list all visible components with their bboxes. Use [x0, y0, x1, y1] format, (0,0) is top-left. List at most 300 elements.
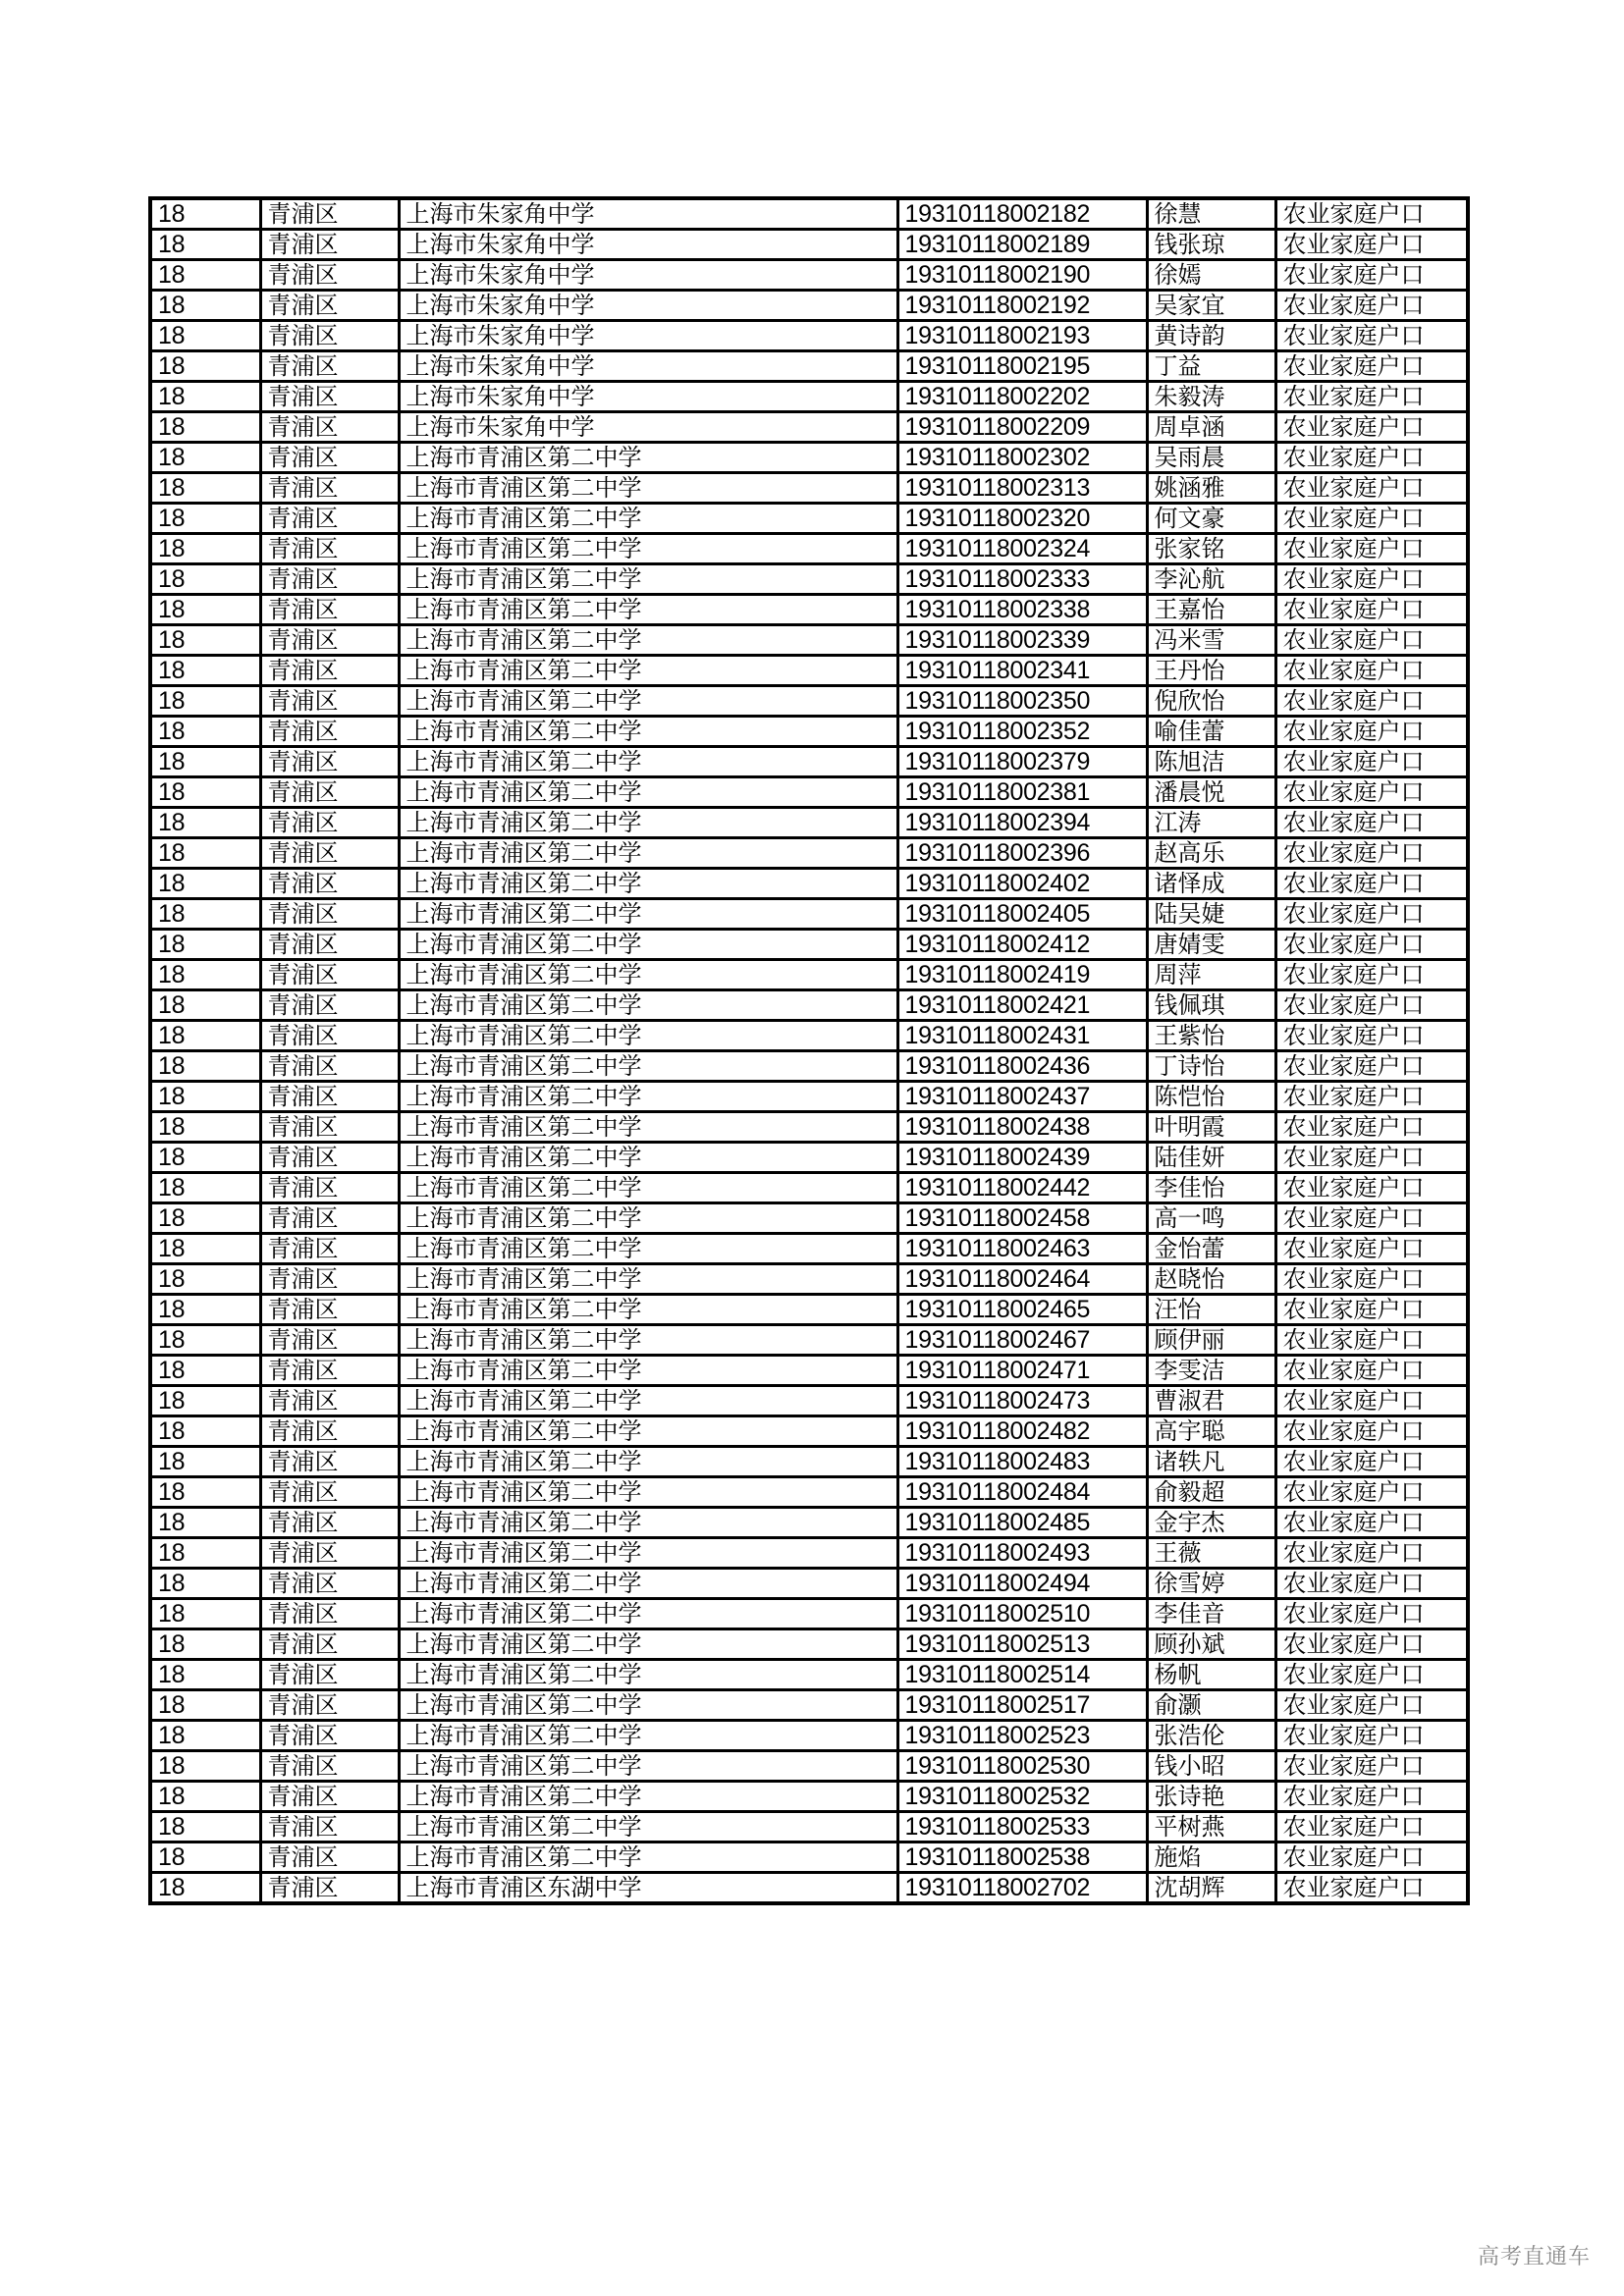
school-cell: 上海市青浦区第二中学: [399, 1051, 897, 1082]
exam-id-cell: 19310118002209: [897, 412, 1147, 443]
exam-id-cell: 19310118002532: [897, 1782, 1147, 1812]
table-body: [150, 198, 1468, 1903]
district-cell: 青浦区: [260, 777, 399, 808]
school-cell: 上海市朱家角中学: [399, 291, 897, 321]
region-code-cell: 18: [150, 1629, 260, 1660]
student-name-cell: 李雯洁: [1147, 1356, 1275, 1386]
table-row: [150, 473, 1468, 504]
student-name-cell: 喻佳蕾: [1147, 717, 1275, 747]
district-cell: 青浦区: [260, 1234, 399, 1264]
exam-id-cell: 19310118002514: [897, 1660, 1147, 1690]
district-cell: 青浦区: [260, 564, 399, 595]
school-cell: 上海市青浦区第二中学: [399, 1751, 897, 1782]
exam-id-cell: 19310118002510: [897, 1599, 1147, 1629]
household-type-cell: 农业家庭户口: [1275, 869, 1468, 899]
region-code-cell: 18: [150, 1599, 260, 1629]
school-cell: 上海市青浦区第二中学: [399, 1082, 897, 1112]
school-cell: 上海市青浦区第二中学: [399, 534, 897, 564]
household-type-cell: 农业家庭户口: [1275, 351, 1468, 382]
district-cell: 青浦区: [260, 625, 399, 656]
exam-id-cell: 19310118002189: [897, 230, 1147, 260]
school-cell: 上海市青浦区第二中学: [399, 777, 897, 808]
household-type-cell: 农业家庭户口: [1275, 1751, 1468, 1782]
table-row: [150, 564, 1468, 595]
school-cell: 上海市青浦区第二中学: [399, 1842, 897, 1873]
student-name-cell: 顾孙斌: [1147, 1629, 1275, 1660]
school-cell: 上海市青浦区第二中学: [399, 1173, 897, 1203]
student-name-cell: 唐婧雯: [1147, 930, 1275, 960]
school-cell: 上海市青浦区第二中学: [399, 656, 897, 686]
exam-id-cell: 19310118002396: [897, 838, 1147, 869]
district-cell: 青浦区: [260, 1356, 399, 1386]
exam-id-cell: 19310118002313: [897, 473, 1147, 504]
student-name-cell: 江涛: [1147, 808, 1275, 838]
district-cell: 青浦区: [260, 351, 399, 382]
student-name-cell: 徐雪婷: [1147, 1569, 1275, 1599]
school-cell: 上海市青浦区第二中学: [399, 1203, 897, 1234]
school-cell: 上海市青浦区第二中学: [399, 869, 897, 899]
district-cell: 青浦区: [260, 990, 399, 1021]
region-code-cell: 18: [150, 686, 260, 717]
exam-id-cell: 19310118002513: [897, 1629, 1147, 1660]
district-cell: 青浦区: [260, 1508, 399, 1538]
school-cell: 上海市青浦区第二中学: [399, 1386, 897, 1416]
school-cell: 上海市青浦区第二中学: [399, 990, 897, 1021]
student-name-cell: 张诗艳: [1147, 1782, 1275, 1812]
student-name-cell: 诸怿成: [1147, 869, 1275, 899]
region-code-cell: 18: [150, 1295, 260, 1325]
student-name-cell: 黄诗韵: [1147, 321, 1275, 351]
exam-id-cell: 19310118002484: [897, 1477, 1147, 1508]
exam-id-cell: 19310118002538: [897, 1842, 1147, 1873]
school-cell: 上海市青浦区第二中学: [399, 717, 897, 747]
exam-id-cell: 19310118002702: [897, 1873, 1147, 1904]
household-type-cell: 农业家庭户口: [1275, 1842, 1468, 1873]
region-code-cell: 18: [150, 1660, 260, 1690]
region-code-cell: 18: [150, 534, 260, 564]
household-type-cell: 农业家庭户口: [1275, 838, 1468, 869]
district-cell: 青浦区: [260, 1599, 399, 1629]
exam-id-cell: 19310118002533: [897, 1812, 1147, 1842]
table-row: [150, 1082, 1468, 1112]
school-cell: 上海市青浦区第二中学: [399, 1629, 897, 1660]
region-code-cell: 18: [150, 899, 260, 930]
table-row: [150, 1416, 1468, 1447]
table-row: [150, 777, 1468, 808]
table-row: [150, 1173, 1468, 1203]
student-name-cell: 周萍: [1147, 960, 1275, 990]
region-code-cell: 18: [150, 1873, 260, 1904]
region-code-cell: 18: [150, 1447, 260, 1477]
student-name-cell: 钱佩琪: [1147, 990, 1275, 1021]
household-type-cell: 农业家庭户口: [1275, 260, 1468, 291]
household-type-cell: 农业家庭户口: [1275, 1203, 1468, 1234]
exam-id-cell: 19310118002302: [897, 443, 1147, 473]
table-row: [150, 1143, 1468, 1173]
student-name-cell: 金宇杰: [1147, 1508, 1275, 1538]
district-cell: 青浦区: [260, 808, 399, 838]
student-name-cell: 曹淑君: [1147, 1386, 1275, 1416]
table-row: [150, 808, 1468, 838]
student-name-cell: 俞灏: [1147, 1690, 1275, 1721]
region-code-cell: 18: [150, 1173, 260, 1203]
school-cell: 上海市青浦区第二中学: [399, 1112, 897, 1143]
student-name-cell: 周卓涵: [1147, 412, 1275, 443]
exam-id-cell: 19310118002202: [897, 382, 1147, 412]
district-cell: 青浦区: [260, 1782, 399, 1812]
student-name-cell: 吴家宜: [1147, 291, 1275, 321]
student-name-cell: 顾伊丽: [1147, 1325, 1275, 1356]
exam-id-cell: 19310118002482: [897, 1416, 1147, 1447]
household-type-cell: 农业家庭户口: [1275, 1447, 1468, 1477]
district-cell: 青浦区: [260, 1203, 399, 1234]
district-cell: 青浦区: [260, 1416, 399, 1447]
school-cell: 上海市青浦区第二中学: [399, 1325, 897, 1356]
school-cell: 上海市青浦区第二中学: [399, 747, 897, 777]
region-code-cell: 18: [150, 1721, 260, 1751]
exam-id-cell: 19310118002437: [897, 1082, 1147, 1112]
district-cell: 青浦区: [260, 1386, 399, 1416]
student-name-cell: 姚涵雅: [1147, 473, 1275, 504]
region-code-cell: 18: [150, 747, 260, 777]
school-cell: 上海市青浦区第二中学: [399, 504, 897, 534]
exam-id-cell: 19310118002421: [897, 990, 1147, 1021]
household-type-cell: 农业家庭户口: [1275, 990, 1468, 1021]
region-code-cell: 18: [150, 351, 260, 382]
exam-id-cell: 19310118002339: [897, 625, 1147, 656]
household-type-cell: 农业家庭户口: [1275, 1051, 1468, 1082]
table-row: [150, 230, 1468, 260]
table-row: [150, 321, 1468, 351]
district-cell: 青浦区: [260, 260, 399, 291]
school-cell: 上海市青浦区第二中学: [399, 1599, 897, 1629]
school-cell: 上海市青浦区第二中学: [399, 595, 897, 625]
exam-id-cell: 19310118002352: [897, 717, 1147, 747]
district-cell: 青浦区: [260, 1264, 399, 1295]
school-cell: 上海市青浦区第二中学: [399, 930, 897, 960]
school-cell: 上海市青浦区第二中学: [399, 1569, 897, 1599]
district-cell: 青浦区: [260, 869, 399, 899]
exam-id-cell: 19310118002182: [897, 198, 1147, 230]
school-cell: 上海市青浦区第二中学: [399, 1021, 897, 1051]
exam-id-cell: 19310118002431: [897, 1021, 1147, 1051]
exam-id-cell: 19310118002350: [897, 686, 1147, 717]
household-type-cell: 农业家庭户口: [1275, 473, 1468, 504]
household-type-cell: 农业家庭户口: [1275, 1660, 1468, 1690]
region-code-cell: 18: [150, 1812, 260, 1842]
district-cell: 青浦区: [260, 1082, 399, 1112]
district-cell: 青浦区: [260, 686, 399, 717]
region-code-cell: 18: [150, 595, 260, 625]
school-cell: 上海市青浦区第二中学: [399, 1690, 897, 1721]
district-cell: 青浦区: [260, 412, 399, 443]
region-code-cell: 18: [150, 1416, 260, 1447]
exam-id-cell: 19310118002192: [897, 291, 1147, 321]
household-type-cell: 农业家庭户口: [1275, 504, 1468, 534]
table-row: [150, 382, 1468, 412]
school-cell: 上海市青浦区第二中学: [399, 1234, 897, 1264]
region-code-cell: 18: [150, 1782, 260, 1812]
household-type-cell: 农业家庭户口: [1275, 1569, 1468, 1599]
exam-id-cell: 19310118002473: [897, 1386, 1147, 1416]
region-code-cell: 18: [150, 656, 260, 686]
school-cell: 上海市青浦区第二中学: [399, 1660, 897, 1690]
household-type-cell: 农业家庭户口: [1275, 625, 1468, 656]
district-cell: 青浦区: [260, 899, 399, 930]
district-cell: 青浦区: [260, 1629, 399, 1660]
table-row: [150, 838, 1468, 869]
exam-id-cell: 19310118002494: [897, 1569, 1147, 1599]
household-type-cell: 农业家庭户口: [1275, 564, 1468, 595]
region-code-cell: 18: [150, 1751, 260, 1782]
table-row: [150, 443, 1468, 473]
household-type-cell: 农业家庭户口: [1275, 1538, 1468, 1569]
exam-id-cell: 19310118002402: [897, 869, 1147, 899]
exam-id-cell: 19310118002442: [897, 1173, 1147, 1203]
region-code-cell: 18: [150, 1112, 260, 1143]
district-cell: 青浦区: [260, 534, 399, 564]
district-cell: 青浦区: [260, 1051, 399, 1082]
household-type-cell: 农业家庭户口: [1275, 1782, 1468, 1812]
student-name-cell: 冯米雪: [1147, 625, 1275, 656]
table-row: [150, 1751, 1468, 1782]
student-name-cell: 赵高乐: [1147, 838, 1275, 869]
table-row: [150, 1569, 1468, 1599]
exam-id-cell: 19310118002471: [897, 1356, 1147, 1386]
table-row: [150, 717, 1468, 747]
table-row: [150, 1812, 1468, 1842]
table-row: [150, 1629, 1468, 1660]
exam-id-cell: 19310118002464: [897, 1264, 1147, 1295]
exam-id-cell: 19310118002320: [897, 504, 1147, 534]
exam-id-cell: 19310118002195: [897, 351, 1147, 382]
exam-id-cell: 19310118002190: [897, 260, 1147, 291]
student-name-cell: 汪怡: [1147, 1295, 1275, 1325]
school-cell: 上海市朱家角中学: [399, 351, 897, 382]
household-type-cell: 农业家庭户口: [1275, 808, 1468, 838]
exam-id-cell: 19310118002483: [897, 1447, 1147, 1477]
school-cell: 上海市青浦区第二中学: [399, 1447, 897, 1477]
exam-id-cell: 19310118002379: [897, 747, 1147, 777]
district-cell: 青浦区: [260, 1812, 399, 1842]
student-name-cell: 赵晓怡: [1147, 1264, 1275, 1295]
school-cell: 上海市青浦区东湖中学: [399, 1873, 897, 1904]
household-type-cell: 农业家庭户口: [1275, 960, 1468, 990]
table-row: [150, 686, 1468, 717]
household-type-cell: 农业家庭户口: [1275, 656, 1468, 686]
exam-id-cell: 19310118002419: [897, 960, 1147, 990]
student-name-cell: 徐慧: [1147, 198, 1275, 230]
table-row: [150, 930, 1468, 960]
school-cell: 上海市青浦区第二中学: [399, 1782, 897, 1812]
region-code-cell: 18: [150, 930, 260, 960]
household-type-cell: 农业家庭户口: [1275, 291, 1468, 321]
table-row: [150, 1782, 1468, 1812]
household-type-cell: 农业家庭户口: [1275, 1508, 1468, 1538]
region-code-cell: 18: [150, 382, 260, 412]
district-cell: 青浦区: [260, 656, 399, 686]
table-row: [150, 1021, 1468, 1051]
student-name-cell: 高宇聪: [1147, 1416, 1275, 1447]
school-cell: 上海市朱家角中学: [399, 382, 897, 412]
table-row: [150, 351, 1468, 382]
household-type-cell: 农业家庭户口: [1275, 1325, 1468, 1356]
exam-id-cell: 19310118002523: [897, 1721, 1147, 1751]
exam-id-cell: 19310118002493: [897, 1538, 1147, 1569]
region-code-cell: 18: [150, 1051, 260, 1082]
student-name-cell: 倪欣怡: [1147, 686, 1275, 717]
school-cell: 上海市青浦区第二中学: [399, 838, 897, 869]
region-code-cell: 18: [150, 808, 260, 838]
exam-id-cell: 19310118002338: [897, 595, 1147, 625]
district-cell: 青浦区: [260, 930, 399, 960]
exam-id-cell: 19310118002530: [897, 1751, 1147, 1782]
region-code-cell: 18: [150, 1356, 260, 1386]
student-name-cell: 张浩伦: [1147, 1721, 1275, 1751]
district-cell: 青浦区: [260, 1569, 399, 1599]
region-code-cell: 18: [150, 717, 260, 747]
student-name-cell: 陆佳妍: [1147, 1143, 1275, 1173]
student-name-cell: 钱小昭: [1147, 1751, 1275, 1782]
student-name-cell: 钱张琼: [1147, 230, 1275, 260]
exam-id-cell: 19310118002405: [897, 899, 1147, 930]
student-name-cell: 陈旭洁: [1147, 747, 1275, 777]
district-cell: 青浦区: [260, 198, 399, 230]
district-cell: 青浦区: [260, 473, 399, 504]
student-name-cell: 施焰: [1147, 1842, 1275, 1873]
student-list-table: [148, 196, 1470, 1905]
district-cell: 青浦区: [260, 1295, 399, 1325]
region-code-cell: 18: [150, 1842, 260, 1873]
student-name-cell: 吴雨晨: [1147, 443, 1275, 473]
region-code-cell: 18: [150, 564, 260, 595]
region-code-cell: 18: [150, 1569, 260, 1599]
school-cell: 上海市朱家角中学: [399, 230, 897, 260]
district-cell: 青浦区: [260, 717, 399, 747]
household-type-cell: 农业家庭户口: [1275, 1264, 1468, 1295]
table-row: [150, 1599, 1468, 1629]
exam-id-cell: 19310118002465: [897, 1295, 1147, 1325]
exam-id-cell: 19310118002412: [897, 930, 1147, 960]
exam-id-cell: 19310118002485: [897, 1508, 1147, 1538]
table-row: [150, 1660, 1468, 1690]
table-row: [150, 1538, 1468, 1569]
school-cell: 上海市青浦区第二中学: [399, 443, 897, 473]
district-cell: 青浦区: [260, 321, 399, 351]
region-code-cell: 18: [150, 321, 260, 351]
student-name-cell: 李佳音: [1147, 1599, 1275, 1629]
table-row: [150, 1264, 1468, 1295]
school-cell: 上海市青浦区第二中学: [399, 564, 897, 595]
household-type-cell: 农业家庭户口: [1275, 1234, 1468, 1264]
district-cell: 青浦区: [260, 1538, 399, 1569]
exam-id-cell: 19310118002436: [897, 1051, 1147, 1082]
household-type-cell: 农业家庭户口: [1275, 1599, 1468, 1629]
student-name-cell: 俞毅超: [1147, 1477, 1275, 1508]
household-type-cell: 农业家庭户口: [1275, 198, 1468, 230]
district-cell: 青浦区: [260, 443, 399, 473]
student-name-cell: 徐嫣: [1147, 260, 1275, 291]
household-type-cell: 农业家庭户口: [1275, 230, 1468, 260]
household-type-cell: 农业家庭户口: [1275, 321, 1468, 351]
table-row: [150, 1477, 1468, 1508]
region-code-cell: 18: [150, 869, 260, 899]
student-name-cell: 王紫怡: [1147, 1021, 1275, 1051]
table-row: [150, 1051, 1468, 1082]
household-type-cell: 农业家庭户口: [1275, 1082, 1468, 1112]
student-name-cell: 沈胡辉: [1147, 1873, 1275, 1904]
household-type-cell: 农业家庭户口: [1275, 382, 1468, 412]
district-cell: 青浦区: [260, 960, 399, 990]
table-row: [150, 656, 1468, 686]
district-cell: 青浦区: [260, 291, 399, 321]
exam-id-cell: 19310118002463: [897, 1234, 1147, 1264]
region-code-cell: 18: [150, 1538, 260, 1569]
region-code-cell: 18: [150, 260, 260, 291]
student-name-cell: 李佳怡: [1147, 1173, 1275, 1203]
district-cell: 青浦区: [260, 747, 399, 777]
table-row: [150, 869, 1468, 899]
table-row: [150, 1112, 1468, 1143]
household-type-cell: 农业家庭户口: [1275, 1143, 1468, 1173]
table-row: [150, 960, 1468, 990]
student-name-cell: 王薇: [1147, 1538, 1275, 1569]
table-row: [150, 1690, 1468, 1721]
school-cell: 上海市青浦区第二中学: [399, 1295, 897, 1325]
household-type-cell: 农业家庭户口: [1275, 1356, 1468, 1386]
household-type-cell: 农业家庭户口: [1275, 899, 1468, 930]
household-type-cell: 农业家庭户口: [1275, 777, 1468, 808]
student-name-cell: 陈恺怡: [1147, 1082, 1275, 1112]
student-name-cell: 陆吴婕: [1147, 899, 1275, 930]
district-cell: 青浦区: [260, 1173, 399, 1203]
school-cell: 上海市青浦区第二中学: [399, 625, 897, 656]
household-type-cell: 农业家庭户口: [1275, 930, 1468, 960]
school-cell: 上海市青浦区第二中学: [399, 686, 897, 717]
region-code-cell: 18: [150, 1508, 260, 1538]
table-row: [150, 1325, 1468, 1356]
table-row: [150, 1842, 1468, 1873]
household-type-cell: 农业家庭户口: [1275, 1416, 1468, 1447]
student-name-cell: 张家铭: [1147, 534, 1275, 564]
table-row: [150, 412, 1468, 443]
school-cell: 上海市青浦区第二中学: [399, 473, 897, 504]
student-name-cell: 潘晨悦: [1147, 777, 1275, 808]
exam-id-cell: 19310118002467: [897, 1325, 1147, 1356]
student-name-cell: 王丹怡: [1147, 656, 1275, 686]
household-type-cell: 农业家庭户口: [1275, 1295, 1468, 1325]
school-cell: 上海市青浦区第二中学: [399, 1143, 897, 1173]
table-row: [150, 198, 1468, 230]
watermark: 高考直通车: [1478, 2245, 1592, 2269]
region-code-cell: 18: [150, 1234, 260, 1264]
household-type-cell: 农业家庭户口: [1275, 443, 1468, 473]
school-cell: 上海市朱家角中学: [399, 260, 897, 291]
household-type-cell: 农业家庭户口: [1275, 1021, 1468, 1051]
school-cell: 上海市青浦区第二中学: [399, 1812, 897, 1842]
region-code-cell: 18: [150, 838, 260, 869]
exam-id-cell: 19310118002439: [897, 1143, 1147, 1173]
student-name-cell: 叶明霞: [1147, 1112, 1275, 1143]
region-code-cell: 18: [150, 960, 260, 990]
household-type-cell: 农业家庭户口: [1275, 1873, 1468, 1904]
school-cell: 上海市青浦区第二中学: [399, 1477, 897, 1508]
exam-id-cell: 19310118002193: [897, 321, 1147, 351]
exam-id-cell: 19310118002381: [897, 777, 1147, 808]
exam-id-cell: 19310118002324: [897, 534, 1147, 564]
school-cell: 上海市青浦区第二中学: [399, 1721, 897, 1751]
exam-id-cell: 19310118002458: [897, 1203, 1147, 1234]
